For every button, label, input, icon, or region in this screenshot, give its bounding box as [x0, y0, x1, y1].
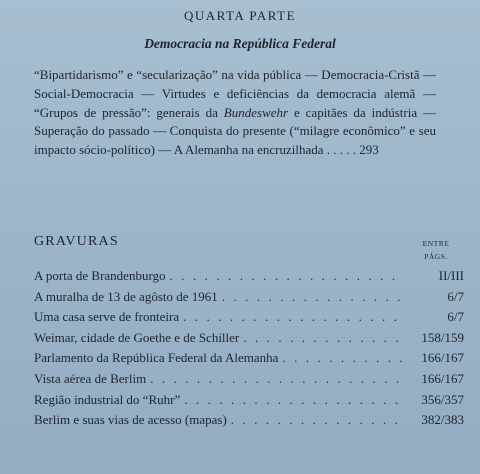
gravura-entry [34, 371, 464, 392]
dot-leader [184, 392, 404, 408]
gravura-title: A porta de Brandenburgo [34, 268, 166, 283]
part-summary [34, 66, 436, 160]
part-subtitle: Democracia na República Federal [144, 36, 336, 51]
gravura-pages: 166/167 [421, 350, 464, 366]
summary-italic-term: Bundeswehr [223, 104, 289, 120]
dot-leader [243, 330, 404, 346]
gravura-title: Vista aérea de Berlim [34, 370, 147, 386]
dot-leader [282, 350, 404, 366]
gravura-title: Weimar, cidade de Goethe e de Schiller [34, 329, 240, 345]
gravuras-list [34, 268, 464, 433]
dot-leader [170, 268, 404, 284]
summary-text-end: e capitães da indústria — Superação do passado — Conquista do presente (“milagre econômico” e seu impacto sócio-político) — A Alemanha na encruzilhada [34, 104, 436, 158]
gravura-title: Parlamento da República Federal da Alemanha [34, 350, 279, 366]
gravura-entry [34, 392, 464, 413]
summary-text-start: “Bipartidarismo” e “secularização” na vida pública — Democracia-Cristã — Social-Democracia — Virtudes e deficiências da democracia alemã — “Grupos de pressão”: generais da [34, 67, 436, 120]
gravura-entry [34, 412, 464, 433]
pages-column-header-line2: PÁGS. [424, 252, 448, 261]
summary-leader: . . . . . [323, 142, 360, 158]
gravura-entry [34, 350, 464, 371]
gravura-pages: II/III [438, 268, 464, 283]
gravura-title: Uma casa serve de fronteira [34, 309, 180, 325]
pages-column-header [408, 237, 464, 263]
gravura-pages: 166/167 [421, 370, 464, 386]
dot-leader [150, 371, 404, 387]
gravura-pages: 158/159 [421, 329, 464, 345]
gravura-entry [34, 330, 464, 351]
gravura-pages: 6/7 [447, 288, 464, 304]
gravura-title: Região industrial do “Ruhr” [34, 391, 181, 407]
gravura-pages: 382/383 [421, 412, 464, 428]
dot-leader [231, 412, 404, 428]
dot-leader [183, 309, 404, 325]
pages-column-header-line1: ENTRE [422, 239, 450, 248]
gravura-entry [34, 268, 464, 289]
gravura-entry [34, 289, 464, 310]
gravura-title: A muralha de 13 de agôsto de 1961 [34, 288, 218, 304]
gravura-pages: 6/7 [447, 309, 464, 325]
part-title: QUARTA PARTE [183, 8, 297, 23]
summary-page-number: 293 [359, 142, 379, 158]
gravuras-heading: GRAVURAS [34, 234, 119, 249]
gravura-entry [34, 309, 464, 330]
gravura-pages: 356/357 [421, 391, 464, 407]
dot-leader [222, 289, 404, 305]
gravura-title: Berlim e suas vias de acesso (mapas) [34, 412, 227, 428]
